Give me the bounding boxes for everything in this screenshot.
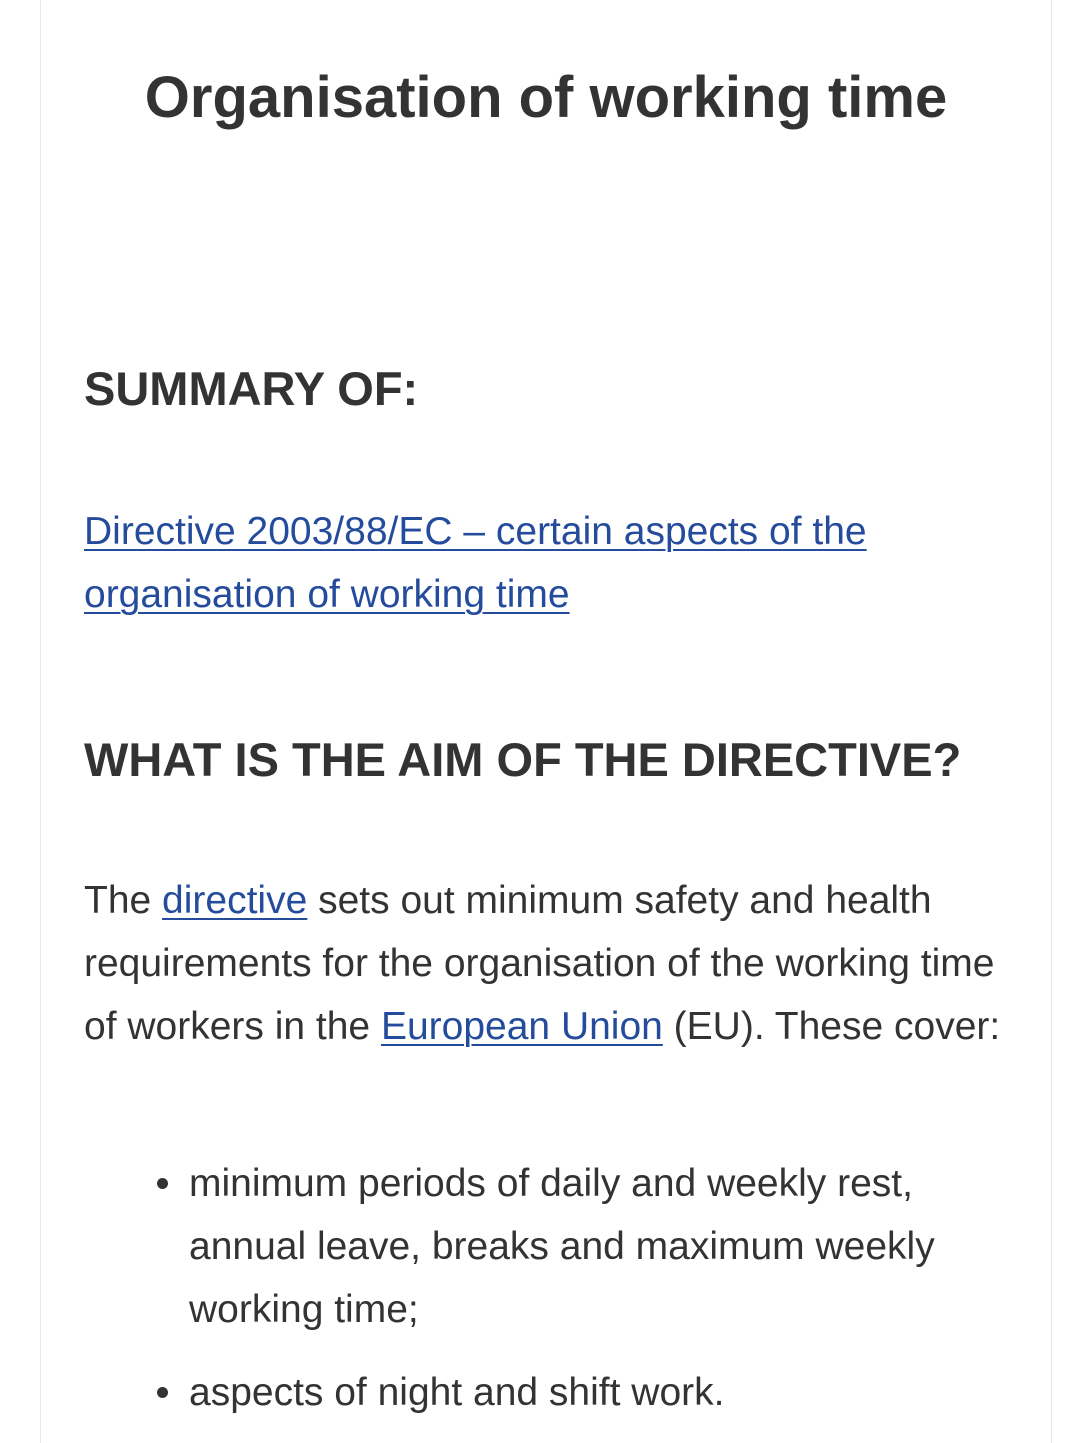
aim-text-start: The — [84, 879, 163, 922]
summary-paragraph — [84, 500, 1014, 626]
aim-heading: WHAT IS THE AIM OF THE DIRECTIVE? — [84, 733, 962, 786]
aim-text-middle: sets out minimum safety and health requirements for the organisation of the working time of workers in the — [84, 879, 995, 1048]
list-item-text: aspects of night and shift work. — [189, 1371, 725, 1414]
list-item — [84, 1361, 1014, 1424]
coverage-list — [84, 1152, 1014, 1424]
document-page — [40, 0, 1052, 1443]
european-union-link[interactable]: European Union — [380, 1005, 663, 1048]
page-title: Organisation of working time — [144, 65, 948, 130]
bullet-icon — [157, 1387, 168, 1398]
directive-title-link[interactable]: Directive 2003/88/EC – certain aspects of the organisation of working time — [84, 510, 867, 616]
aim-text-end: (EU). These cover: — [662, 1005, 1001, 1048]
list-item — [84, 1152, 1014, 1341]
directive-glossary-link[interactable]: directive — [162, 879, 308, 922]
list-item-text: minimum periods of daily and weekly rest, annual leave, breaks and maximum weekly working time; — [189, 1162, 935, 1331]
summary-heading: SUMMARY OF: — [84, 362, 419, 415]
aim-paragraph — [84, 869, 1019, 1058]
bullet-icon — [157, 1178, 168, 1189]
